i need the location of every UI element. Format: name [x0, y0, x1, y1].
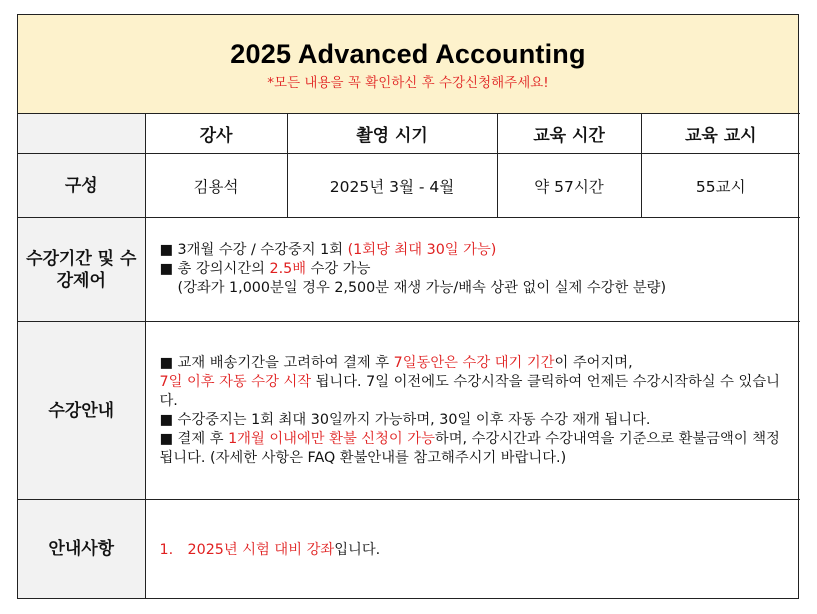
composition-label: 구성	[18, 154, 145, 218]
col-sessions: 교육 교시	[641, 114, 800, 154]
col-hours: 교육 시간	[497, 114, 641, 154]
text: 됩니다. 7일 이전에도 수강시작을 클릭하여 언제든 수강시작하실 수 있습니다.	[159, 373, 780, 409]
restriction-row	[18, 218, 800, 322]
text: 수강 가능	[306, 261, 371, 277]
text: 이 주어지며,	[554, 354, 633, 371]
guide-label: 수강안내	[18, 322, 145, 500]
restriction-line-3: (강좌가 1,000분일 경우 2,500분 재생 가능/배속 상관 없이 실제 수강한 분량)	[177, 280, 667, 296]
col-instructor: 강사	[145, 114, 287, 154]
instructor-value: 김용석	[145, 154, 287, 218]
highlight-text: 2.5배	[269, 261, 307, 277]
highlight-text: 2025년 시험 대비 강좌	[187, 541, 335, 558]
restriction-content	[145, 218, 800, 322]
text: ■ 3개월 수강 / 수강중지 1회	[159, 242, 348, 258]
restriction-label	[18, 218, 145, 322]
guide-para-3	[160, 430, 793, 468]
restriction-line-2	[160, 260, 793, 279]
corner-cell	[18, 114, 145, 154]
text: ■ 총 강의시간의	[159, 261, 270, 277]
col-period: 촬영 시기	[287, 114, 497, 154]
notice-subtitle: *모든 내용을 꼭 확인하신 후 수강신청해주세요!	[267, 75, 549, 91]
column-header-row	[18, 114, 800, 154]
text: ■ 결제 후	[159, 430, 229, 447]
highlight-text: 7일 이후 자동 수강 시작	[159, 373, 312, 390]
restriction-label-text: 수강기간 및 수강제어	[26, 248, 137, 291]
text: ■ 교재 배송기간을 고려하여 결제 후	[159, 354, 394, 371]
highlight-text: (1회당 최대 30일 가능)	[347, 242, 497, 258]
course-title: 2025 Advanced Accounting	[230, 39, 586, 69]
notice-content	[145, 500, 800, 598]
highlight-text: 7일동안은 수강 대기 기간	[393, 354, 555, 371]
highlight-text: 1개월 이내에만 환불 신청이 가능	[228, 430, 435, 447]
guide-content	[145, 322, 800, 500]
notice-row	[18, 500, 800, 598]
header-banner	[18, 15, 798, 114]
text: 입니다.	[334, 541, 381, 558]
text: 하며, 수강시간과 수강내역을 기준으로 환불금액이 책정됩니다. (자세한 사항은 FAQ 환불안내를 참고해주시기 바랍니다.)	[159, 430, 780, 466]
info-table	[18, 113, 800, 598]
period-value: 2025년 3월 - 4월	[287, 154, 497, 218]
restriction-line-1	[160, 241, 793, 260]
guide-para-1	[160, 354, 793, 411]
hours-value: 약 57시간	[497, 154, 641, 218]
guide-para-2: ■ 수강중지는 1회 최대 30일까지 가능하며, 30일 이후 자동 수강 재개 됩니다.	[159, 411, 651, 428]
sessions-value: 55교시	[641, 154, 800, 218]
course-info-sheet	[17, 14, 799, 599]
guide-row	[18, 322, 800, 500]
composition-row	[18, 154, 800, 218]
notice-label: 안내사항	[18, 500, 145, 598]
notice-number: 1.	[159, 541, 174, 558]
